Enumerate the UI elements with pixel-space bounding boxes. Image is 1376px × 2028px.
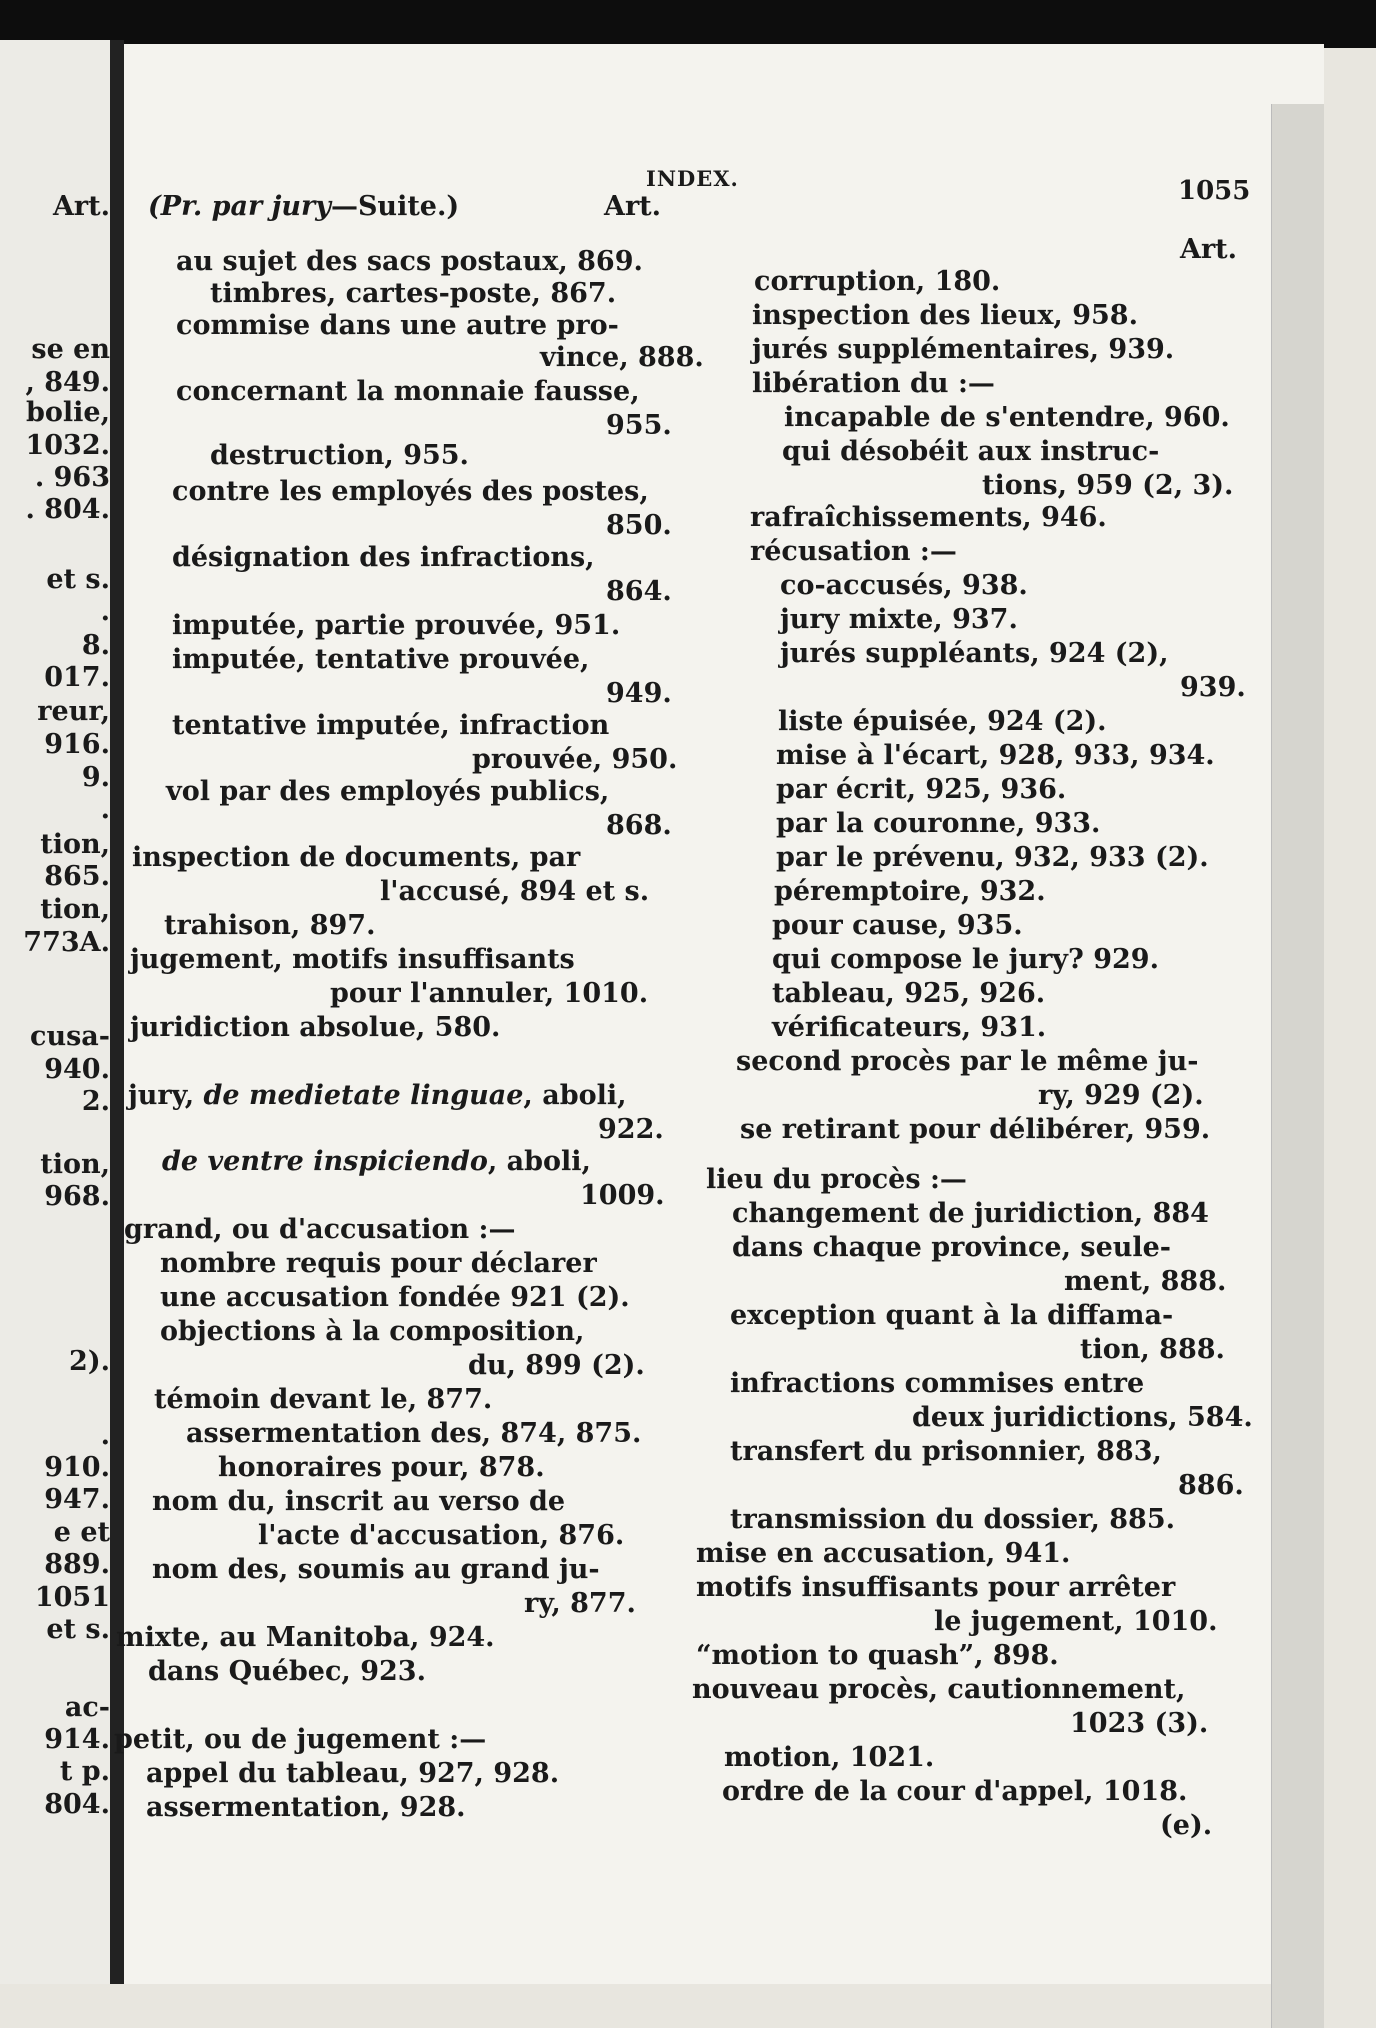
index-entry-line: exception quant à la diffama- — [730, 1300, 1174, 1331]
index-entry-line: transfert du prisonnier, 883, — [730, 1436, 1162, 1467]
index-entry-line: trahison, 897. — [164, 910, 376, 941]
index-entry-line: qui désobéit aux instruc- — [782, 436, 1160, 467]
index-entry-line: dans chaque province, seule- — [732, 1232, 1172, 1263]
previous-page-fragment: 1051 — [34, 1582, 110, 1613]
index-entry-line: vince, 888. — [540, 342, 704, 373]
index-entry-line: 949. — [606, 678, 672, 709]
previous-page-fragment: et s. — [46, 564, 110, 595]
index-entry-line: par le prévenu, 932, 933 (2). — [776, 842, 1209, 873]
index-entry-line: 864. — [606, 576, 672, 607]
previous-page-fragment: 947. — [44, 1484, 110, 1515]
index-entry-line: tentative imputée, infraction — [172, 710, 610, 741]
index-entry-line: 955. — [606, 410, 672, 441]
index-entry-line: tions, 959 (2, 3). — [982, 470, 1234, 501]
index-entry-line: honoraires pour, 878. — [218, 1452, 545, 1483]
index-entry-line: au sujet des sacs postaux, 869. — [176, 246, 643, 277]
index-entry-line: inspection des lieux, 958. — [752, 300, 1138, 331]
index-entry-line: l'accusé, 894 et s. — [380, 876, 650, 907]
previous-page-fragment: 017. — [44, 662, 110, 693]
previous-page-fragment: 1032. — [25, 430, 110, 461]
index-entry-line: se retirant pour délibérer, 959. — [740, 1114, 1211, 1145]
previous-page-fragment: 889. — [44, 1549, 110, 1580]
page-edge-shadow — [1271, 104, 1324, 2028]
index-entry-line: nom des, soumis au grand ju- — [152, 1554, 600, 1585]
index-entry-line: grand, ou d'accusation :— — [124, 1214, 516, 1245]
index-entry-line: 1023 (3). — [1070, 1708, 1209, 1739]
index-entry-line: prouvée, 950. — [472, 744, 678, 775]
index-entry-line: libération du :— — [752, 368, 995, 399]
index-entry-line: 939. — [1180, 672, 1246, 703]
index-entry-line: dans Québec, 923. — [148, 1656, 426, 1687]
index-entry-line: “motion to quash”, 898. — [696, 1640, 1059, 1671]
index-entry-line: l'acte d'accusation, 876. — [258, 1520, 625, 1551]
previous-page-fragment: Art. — [52, 191, 110, 222]
previous-page-fragment: 773A. — [23, 927, 110, 958]
previous-page-fragment: 914. — [44, 1724, 110, 1755]
index-entry-line: commise dans une autre pro- — [176, 310, 619, 341]
index-entry-line: transmission du dossier, 885. — [730, 1504, 1175, 1535]
index-entry-line: mixte, au Manitoba, 924. — [116, 1622, 495, 1653]
index-entry-line: tion, 888. — [1080, 1334, 1225, 1365]
index-entry-line: vol par des employés publics, — [166, 776, 610, 807]
previous-page-fragment: , 849. — [25, 367, 110, 398]
index-entry-line: nouveau procès, cautionnement, — [692, 1674, 1186, 1705]
previous-page-fragment: . 963 — [34, 462, 110, 493]
index-entry-line: mise en accusation, 941. — [696, 1538, 1071, 1569]
index-entry-line: nombre requis pour déclarer — [160, 1248, 597, 1279]
index-entry-line: changement de juridiction, 884 — [732, 1198, 1209, 1229]
previous-page-fragment: 910. — [44, 1452, 110, 1483]
index-entry-line: rafraîchissements, 946. — [750, 502, 1107, 533]
index-entry-line: motion, 1021. — [724, 1742, 935, 1773]
index-entry-line: témoin devant le, 877. — [154, 1384, 493, 1415]
index-entry-line: désignation des infractions, — [172, 542, 595, 573]
index-entry-line: appel du tableau, 927, 928. — [146, 1758, 560, 1789]
previous-page-fragment: 8. — [81, 630, 110, 661]
index-entry-line: petit, ou de jugement :— — [114, 1724, 487, 1755]
previous-page-fragment: 940. — [44, 1054, 110, 1085]
index-entry-line: vérificateurs, 931. — [772, 1012, 1047, 1043]
index-entry-line: inspection de documents, par — [132, 842, 581, 873]
index-entry-line: pour cause, 935. — [772, 910, 1023, 941]
previous-page-fragment: tion, — [40, 1149, 110, 1180]
previous-page-fragment: 916. — [44, 729, 110, 760]
previous-page-fragment: 2. — [81, 1086, 110, 1117]
previous-page-fragment: bolie, — [26, 397, 110, 428]
index-entry-line: deux juridictions, 584. — [912, 1402, 1253, 1433]
index-entry-line: du, 899 (2). — [468, 1350, 645, 1381]
page-number: 1055 — [1178, 176, 1251, 206]
index-entry-line: par écrit, 925, 936. — [776, 774, 1067, 805]
index-entry-line: imputée, tentative prouvée, — [172, 644, 590, 675]
previous-page-fragment: 2). — [69, 1346, 110, 1377]
index-entry-line: jury mixte, 937. — [780, 604, 1018, 635]
index-entry-line: imputée, partie prouvée, 951. — [172, 610, 621, 641]
index-entry-line: jugement, motifs insuffisants — [130, 944, 575, 975]
index-entry-line: objections à la composition, — [160, 1316, 585, 1347]
index-entry-line: assermentation des, 874, 875. — [186, 1418, 642, 1449]
index-entry-line: 868. — [606, 810, 672, 841]
running-head: INDEX. — [646, 166, 739, 191]
previous-page-fragment: . — [100, 794, 110, 825]
index-entry-line: Art. — [604, 191, 662, 222]
index-entry-line: péremptoire, 932. — [774, 876, 1046, 907]
index-entry-line: (e). — [1160, 1810, 1213, 1841]
index-entry-line: le jugement, 1010. — [934, 1606, 1218, 1637]
index-entry-line: 886. — [1178, 1470, 1244, 1501]
previous-page-fragment: . 804. — [25, 494, 110, 525]
index-entry-line: 922. — [598, 1114, 664, 1145]
previous-page-fragment: t p. — [59, 1756, 110, 1787]
index-entry-line: Art. — [1180, 234, 1238, 265]
index-entry-line: jurés suppléants, 924 (2), — [780, 638, 1169, 669]
previous-page-fragment: cusa- — [30, 1021, 110, 1052]
index-entry-line: lieu du procès :— — [706, 1164, 967, 1195]
index-entry-line: contre les employés des postes, — [172, 476, 649, 507]
index-entry-line: de ventre inspiciendo, aboli, — [162, 1146, 591, 1177]
previous-page-edge — [0, 40, 118, 1984]
index-entry-line: infractions commises entre — [730, 1368, 1145, 1399]
previous-page-fragment: 9. — [81, 762, 110, 793]
index-entry-line: 1009. — [580, 1180, 665, 1211]
index-entry-line: incapable de s'entendre, 960. — [784, 402, 1230, 433]
index-entry-line: ry, 929 (2). — [1038, 1080, 1204, 1111]
index-entry-line: juridiction absolue, 580. — [130, 1012, 501, 1043]
top-dark-border — [0, 0, 1376, 48]
previous-page-fragment: tion, — [40, 829, 110, 860]
index-entry-line: destruction, 955. — [210, 440, 469, 471]
previous-page-fragment: se en — [31, 334, 110, 365]
index-entry-line: concernant la monnaie fausse, — [176, 376, 640, 407]
previous-page-fragment: e et — [53, 1517, 110, 1548]
previous-page-fragment: 968. — [44, 1181, 110, 1212]
index-entry-line: qui compose le jury? 929. — [772, 944, 1159, 975]
previous-page-fragment: 804. — [44, 1789, 110, 1820]
index-entry-line: liste épuisée, 924 (2). — [778, 706, 1107, 737]
index-entry-line: second procès par le même ju- — [736, 1046, 1199, 1077]
previous-page-fragment: . — [100, 1420, 110, 1451]
index-entry-line: ry, 877. — [524, 1588, 636, 1619]
index-entry-line: tableau, 925, 926. — [772, 978, 1046, 1009]
index-entry-line: assermentation, 928. — [146, 1792, 466, 1823]
index-entry-line: corruption, 180. — [754, 266, 1001, 297]
index-entry-line: une accusation fondée 921 (2). — [160, 1282, 630, 1313]
index-entry-line: par la couronne, 933. — [776, 808, 1101, 839]
continuation-heading: (Pr. par jury—Suite.) — [148, 191, 460, 222]
index-entry-line: ment, 888. — [1064, 1266, 1227, 1297]
previous-page-fragment: ac- — [64, 1692, 110, 1723]
index-entry-line: pour l'annuler, 1010. — [330, 978, 649, 1009]
index-entry-line: co-accusés, 938. — [780, 570, 1028, 601]
index-entry-line: jury, de medietate linguae, aboli, — [128, 1080, 627, 1111]
previous-page-fragment: 865. — [44, 861, 110, 892]
index-entry-line: 850. — [606, 510, 672, 541]
previous-page-fragment: et s. — [46, 1614, 110, 1645]
previous-page-fragment: tion, — [40, 894, 110, 925]
index-entry-line: jurés supplémentaires, 939. — [752, 334, 1175, 365]
previous-page-fragment: . — [100, 596, 110, 627]
previous-page-fragment: reur, — [37, 696, 110, 727]
index-entry-line: motifs insuffisants pour arrêter — [696, 1572, 1176, 1603]
index-entry-line: récusation :— — [750, 536, 957, 567]
index-entry-line: mise à l'écart, 928, 933, 934. — [776, 740, 1215, 771]
index-entry-line: nom du, inscrit au verso de — [152, 1486, 566, 1517]
index-entry-line: ordre de la cour d'appel, 1018. — [722, 1776, 1188, 1807]
index-entry-line: timbres, cartes-poste, 867. — [210, 278, 617, 309]
book-gutter — [110, 40, 124, 1984]
